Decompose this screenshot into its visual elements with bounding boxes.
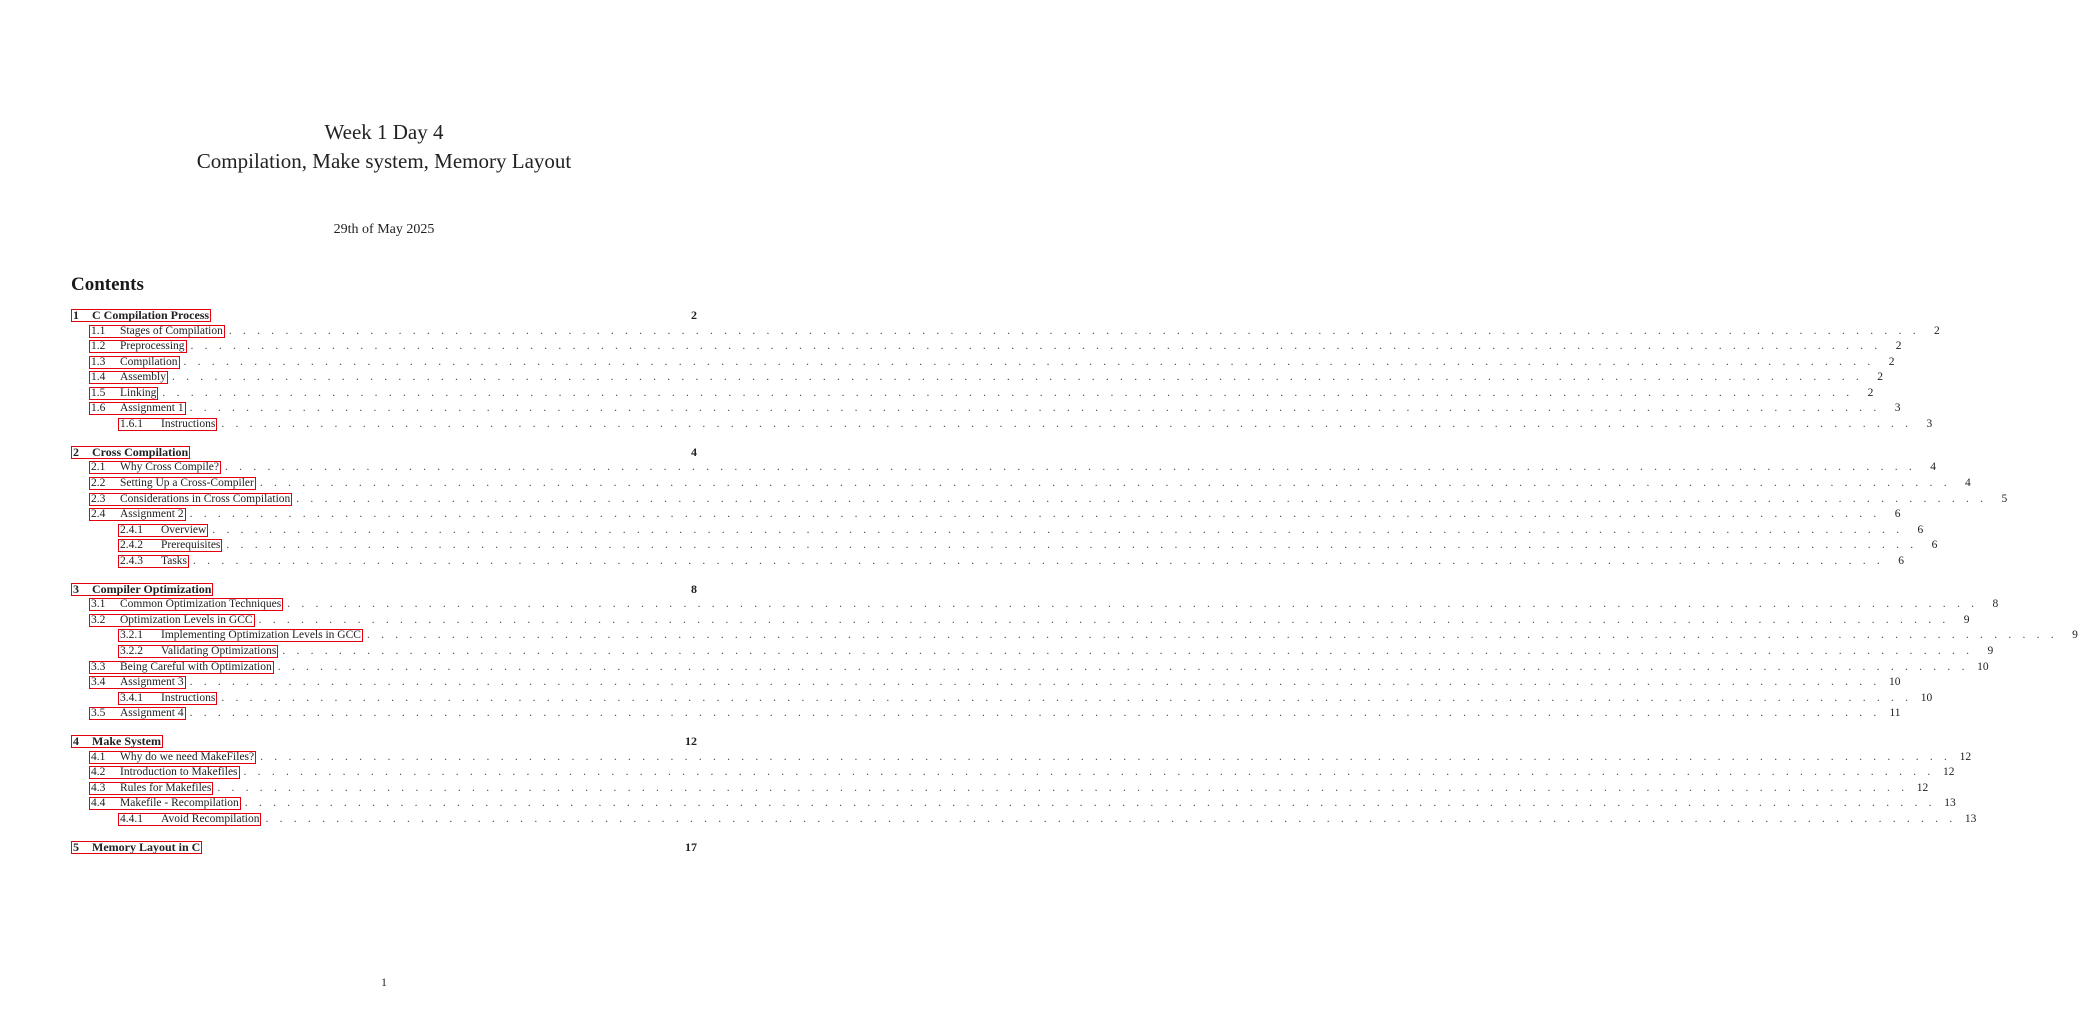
toc-section-row <box>71 308 697 323</box>
toc-number: 4.1 <box>91 751 106 763</box>
toc-page-number[interactable]: 10 <box>1920 692 1933 704</box>
toc-page-number[interactable]: 2 <box>1934 325 1940 337</box>
toc-page-number[interactable]: 10 <box>1889 676 1901 688</box>
toc-number: 4.2 <box>91 766 106 778</box>
toc-page-number[interactable]: 4 <box>691 445 697 459</box>
toc-section-row <box>71 840 697 855</box>
toc-link[interactable] <box>89 676 186 689</box>
toc-link[interactable] <box>71 735 163 748</box>
toc-dot-leader: . . . . . . . . . . . . . . . . . . . . . . . . . . . . . . . . . . . . . . . . . . . . . . . . . . . . . . . . . . . . . . . . . . . . . . . . . . . . . . . . . . . . . . . . . . . . . . . . . . . . . . . . . . . . . . . . . . . . . . . . <box>162 387 1854 399</box>
toc-title: Instructions <box>161 418 216 430</box>
toc-link[interactable] <box>89 508 186 521</box>
toc-subsection-row <box>89 401 1901 416</box>
toc-title: Why do we need MakeFiles? <box>120 751 255 763</box>
toc-link[interactable] <box>118 418 217 431</box>
toc-subsection-row <box>89 370 1883 385</box>
document-subtitle: Compilation, Make system, Memory Layout <box>196 149 572 173</box>
toc-number: 4.4.1 <box>120 813 143 825</box>
toc-title: Instructions <box>161 692 216 704</box>
toc-title: Compilation <box>120 356 178 368</box>
toc-number: 2.4.3 <box>120 555 143 567</box>
toc-subsection-row <box>89 613 1970 628</box>
toc-title: C Compilation Process <box>92 308 210 322</box>
toc-dot-leader: . . . . . . . . . . . . . . . . . . . . . . . . . . . . . . . . . . . . . . . . . . . . . . . . . . . . . . . . . . . . . . . . . . . . . . . . . . . . . . . . . . . . . . . . . . . . . . . . . . . . . . . . . . . . . . . . . . . . . . . . <box>244 797 1936 809</box>
toc-number: 4.3 <box>91 782 106 794</box>
toc-subsubsection-row <box>118 628 2078 643</box>
toc-link[interactable] <box>71 583 213 596</box>
toc-subsection-row <box>89 781 1929 796</box>
toc-link[interactable] <box>89 766 240 779</box>
toc-link[interactable] <box>89 707 186 720</box>
toc-dot-leader: . . . . . . . . . . . . . . . . . . . . . . . . . . . . . . . . . . . . . . . . . . . . . . . . . . . . . . . . . . . . . . . . . . . . . . . . . . . . . . . . . . . . . . . . . . . . . . . . . . . . . . . . . . . . . . . . . . . . . . . . <box>225 461 1916 473</box>
toc-title: Avoid Recompilation <box>161 813 260 825</box>
toc-dot-leader: . . . . . . . . . . . . . . . . . . . . . . . . . . . . . . . . . . . . . . . . . . . . . . . . . . . . . . . . . . . . . . . . . . . . . . . . . . . . . . . . . . . . . . . . . . . . . . . . . . . . . . . . . . . . . . . . . . . . . . . . <box>260 751 1952 763</box>
toc-page-number[interactable]: 2 <box>1877 371 1883 383</box>
toc-title: Considerations in Cross Compilation <box>120 493 291 505</box>
toc-dot-leader: . . . . . . . . . . . . . . . . . . . . . . . . . . . . . . . . . . . . . . . . . . . . . . . . . . . . . . . . . . . . . . . . . . . . . . . . . . . . . . . . . . . . . . . . . . . . . . . . . . . . . . . . . . . . . . . . . . . . . . . . <box>226 539 1918 551</box>
toc-number: 1.2 <box>91 340 106 352</box>
toc-page-number[interactable]: 17 <box>685 840 697 854</box>
toc-subsubsection-row <box>118 538 1938 553</box>
toc-page-number[interactable]: 9 <box>1963 614 1970 626</box>
toc-subsubsection-row <box>118 554 1904 569</box>
toc-link[interactable] <box>71 841 202 854</box>
toc-title: Common Optimization Techniques <box>120 598 282 610</box>
toc-section-row <box>71 734 697 749</box>
toc-number: 3.4 <box>91 676 106 688</box>
toc-link[interactable] <box>89 340 187 353</box>
toc-link[interactable] <box>118 692 217 705</box>
toc-number: 2.2 <box>91 477 106 489</box>
toc-number: 3.2.2 <box>120 645 143 657</box>
toc-title: Optimization Levels in GCC <box>120 614 253 626</box>
toc-dot-leader: . . . . . . . . . . . . . . . . . . . . . . . . . . . . . . . . . . . . . . . . . . . . . . . . . . . . . . . . . . . . . . . . . . . . . . . . . . . . . . . . . . . . . . . . . . . . . . . . . . . . . . . . . . . . . . . . . . . . . . . . <box>259 477 1951 489</box>
title-block <box>0 118 768 176</box>
toc-number: 3.2 <box>91 614 106 626</box>
toc-page-number[interactable]: 12 <box>685 734 697 748</box>
toc-title: Linking <box>120 387 157 399</box>
toc-page-number[interactable]: 2 <box>1888 356 1895 368</box>
toc-link[interactable] <box>89 325 225 338</box>
toc-number: 2.3 <box>91 493 106 505</box>
toc-subsection-row <box>89 597 1999 612</box>
toc-title: Setting Up a Cross-Compiler <box>120 477 254 489</box>
toc-page-number[interactable]: 13 <box>1964 813 1977 825</box>
toc-link[interactable] <box>89 751 256 764</box>
toc-link[interactable] <box>89 797 241 810</box>
toc-page-number[interactable]: 2 <box>1867 387 1874 399</box>
toc-subsection-row <box>89 750 1972 765</box>
toc-title: Being Careful with Optimization <box>120 661 272 673</box>
toc-page-number[interactable]: 10 <box>1977 661 1989 673</box>
toc-number: 1.4 <box>91 371 106 383</box>
toc-number: 2.4.2 <box>120 539 143 551</box>
toc-link[interactable] <box>89 782 213 795</box>
toc-number: 4.4 <box>91 797 106 809</box>
toc-dot-leader: . . . . . . . . . . . . . . . . . . . . . . . . . . . . . . . . . . . . . . . . . . . . . . . . . . . . . . . . . . . . . . . . . . . . . . . . . . . . . . . . . . . . . . . . . . . . . . . . . . . . . . . . . . . . . . . . . . . . . . . . <box>282 645 1974 657</box>
toc-subsection-row <box>89 492 2008 507</box>
toc-page-number[interactable]: 3 <box>1894 402 1901 414</box>
toc-title: Overview <box>161 524 207 536</box>
toc-dot-leader: . . . . . . . . . . . . . . . . . . . . . . . . . . . . . . . . . . . . . . . . . . . . . . . . . . . . . . . . . . . . . . . . . . . . . . . . . . . . . . . . . . . . . . . . . . . . . . . . . . . . . . . . . . . . . . . . . . . . . . . . <box>189 508 1881 520</box>
toc-number: 1.1 <box>91 325 106 337</box>
toc-link[interactable] <box>89 598 283 611</box>
toc-link[interactable] <box>89 387 158 400</box>
toc-subsection-row <box>89 460 1936 475</box>
toc-title: Validating Optimizations <box>161 645 277 657</box>
toc-dot-leader: . . . . . . . . . . . . . . . . . . . . . . . . . . . . . . . . . . . . . . . . . . . . . . . . . . . . . . . . . . . . . . . . . . . . . . . . . . . . . . . . . . . . . . . . . . . . . . . . . . . . . . . . . . . . . . . . . . . . . . . . <box>265 813 1957 825</box>
toc-title: Preprocessing <box>120 340 185 352</box>
toc-page-number[interactable]: 8 <box>691 582 697 596</box>
toc-subsection-row <box>89 765 1955 780</box>
toc-subsection-row <box>89 507 1901 522</box>
toc-title: Make System <box>92 734 161 748</box>
toc-link[interactable] <box>89 371 168 384</box>
toc-link[interactable] <box>89 402 186 415</box>
toc-dot-leader: . . . . . . . . . . . . . . . . . . . . . . . . . . . . . . . . . . . . . . . . . . . . . . . . . . . . . . . . . . . . . . . . . . . . . . . . . . . . . . . . . . . . . . . . . . . . . . . . . . . . . . . . . . . . . . . . . . . . . . . . <box>190 340 1882 352</box>
toc-link[interactable] <box>118 524 208 537</box>
document-date: 29th of May 2025 <box>333 222 435 237</box>
toc-number: 5 <box>73 840 79 854</box>
toc-page-number[interactable]: 12 <box>1916 782 1929 794</box>
toc-dot-leader: . . . . . . . . . . . . . . . . . . . . . . . . . . . . . . . . . . . . . . . . . . . . . . . . . . . . . . . . . . . . . . . . . . . . . . . . . . . . . . . . . . . . . . . . . . . . . . . . . . . . . . . . . . . . . . . . . . . . . . . . <box>172 371 1863 383</box>
toc-title: Makefile - Recompilation <box>120 797 239 809</box>
toc-page-number[interactable]: 4 <box>1965 477 1971 489</box>
toc-number: 3.5 <box>91 707 106 719</box>
toc-link[interactable] <box>89 493 292 506</box>
toc-page-number[interactable]: 5 <box>2001 493 2008 505</box>
toc-page-number[interactable]: 9 <box>1987 645 1994 657</box>
toc-link[interactable] <box>118 645 278 658</box>
toc-title: Assignment 3 <box>120 676 184 688</box>
toc-title: Why Cross Compile? <box>120 461 220 473</box>
document-title: Week 1 Day 4 <box>324 120 444 144</box>
toc-title: Assignment 4 <box>120 707 184 719</box>
toc-subsection-row <box>89 796 1956 811</box>
toc-link[interactable] <box>118 629 363 642</box>
toc-link[interactable] <box>118 555 189 568</box>
toc-page-number[interactable]: 8 <box>1992 598 1999 610</box>
toc-subsubsection-row <box>118 417 1933 432</box>
toc-dot-leader: . . . . . . . . . . . . . . . . . . . . . . . . . . . . . . . . . . . . . . . . . . . . . . . . . . . . . . . . . . . . . . . . . . . . . . . . . . . . . . . . . . . . . . . . . . . . . . . . . . . . . . . . . . . . . . . . . . . . . . . . <box>221 692 1913 704</box>
toc-dot-leader: . . . . . . . . . . . . . . . . . . . . . . . . . . . . . . . . . . . . . . . . . . . . . . . . . . . . . . . . . . . . . . . . . . . . . . . . . . . . . . . . . . . . . . . . . . . . . . . . . . . . . . . . . . . . . . . . . . . . . . . . <box>366 629 2058 641</box>
toc-dot-leader: . . . . . . . . . . . . . . . . . . . . . . . . . . . . . . . . . . . . . . . . . . . . . . . . . . . . . . . . . . . . . . . . . . . . . . . . . . . . . . . . . . . . . . . . . . . . . . . . . . . . . . . . . . . . . . . . . . . . . . . . <box>189 402 1881 414</box>
toc-subsection-row <box>89 675 1901 690</box>
toc-title: Assignment 2 <box>120 508 184 520</box>
toc-number: 3 <box>73 582 79 596</box>
toc-dot-leader: . . . . . . . . . . . . . . . . . . . . . . . . . . . . . . . . . . . . . . . . . . . . . . . . . . . . . . . . . . . . . . . . . . . . . . . . . . . . . . . . . . . . . . . . . . . . . . . . . . . . . . . . . . . . . . . . . . . . . . . . <box>189 676 1881 688</box>
toc-page-number[interactable]: 3 <box>1926 418 1933 430</box>
toc-page-number[interactable]: 4 <box>1930 461 1936 473</box>
toc-subsection-row <box>89 386 1874 401</box>
toc-link[interactable] <box>89 461 221 474</box>
toc-page-number[interactable]: 6 <box>1898 555 1904 567</box>
toc-link[interactable] <box>71 446 190 459</box>
toc-number: 2.4.1 <box>120 524 143 536</box>
toc-number: 1.5 <box>91 387 106 399</box>
toc-subsection-row <box>89 706 1901 721</box>
toc-subsection-row <box>89 324 1940 339</box>
toc-dot-leader: . . . . . . . . . . . . . . . . . . . . . . . . . . . . . . . . . . . . . . . . . . . . . . . . . . . . . . . . . . . . . . . . . . . . . . . . . . . . . . . . . . . . . . . . . . . . . . . . . . . . . . . . . . . . . . . . . . . . . . . . <box>183 356 1875 368</box>
toc-page-number[interactable]: 6 <box>1894 508 1901 520</box>
toc-subsubsection-row <box>118 523 1924 538</box>
toc-link[interactable] <box>89 356 180 369</box>
toc-page-number[interactable]: 2 <box>691 308 697 322</box>
toc-link[interactable] <box>71 309 211 322</box>
toc-number: 3.2.1 <box>120 629 143 641</box>
toc-title: Stages of Compilation <box>120 325 223 337</box>
toc-link[interactable] <box>89 614 255 627</box>
toc-page-number[interactable]: 6 <box>1917 524 1924 536</box>
toc-dot-leader: . . . . . . . . . . . . . . . . . . . . . . . . . . . . . . . . . . . . . . . . . . . . . . . . . . . . . . . . . . . . . . . . . . . . . . . . . . . . . . . . . . . . . . . . . . . . . . . . . . . . . . . . . . . . . . . . . . . . . . . . <box>228 325 1920 337</box>
toc-dot-leader: . . . . . . . . . . . . . . . . . . . . . . . . . . . . . . . . . . . . . . . . . . . . . . . . . . . . . . . . . . . . . . . . . . . . . . . . . . . . . . . . . . . . . . . . . . . . . . . . . . . . . . . . . . . . . . . . . . . . . . . . <box>212 524 1904 536</box>
toc-dot-leader: . . . . . . . . . . . . . . . . . . . . . . . . . . . . . . . . . . . . . . . . . . . . . . . . . . . . . . . . . . . . . . . . . . . . . . . . . . . . . . . . . . . . . . . . . . . . . . . . . . . . . . . . . . . . . . . . . . . . . . . . <box>287 598 1979 610</box>
toc-number: 4 <box>73 734 79 748</box>
toc-number: 2.1 <box>91 461 106 473</box>
toc-title: Implementing Optimization Levels in GCC <box>161 629 361 641</box>
toc-subsection-row <box>89 355 1895 370</box>
toc-title: Memory Layout in C <box>92 840 201 854</box>
toc-number: 3.3 <box>91 661 106 673</box>
toc-number: 1.6 <box>91 402 106 414</box>
toc-subsubsection-row <box>118 812 1977 827</box>
toc-page-number[interactable]: 2 <box>1895 340 1902 352</box>
toc-number: 2 <box>73 445 79 459</box>
toc-subsection-row <box>89 339 1902 354</box>
toc-number: 3.4.1 <box>120 692 143 704</box>
toc-section-row <box>71 445 697 460</box>
toc-dot-leader: . . . . . . . . . . . . . . . . . . . . . . . . . . . . . . . . . . . . . . . . . . . . . . . . . . . . . . . . . . . . . . . . . . . . . . . . . . . . . . . . . . . . . . . . . . . . . . . . . . . . . . . . . . . . . . . . . . . . . . . . <box>258 614 1950 626</box>
toc-link[interactable] <box>89 477 256 490</box>
toc-page-number[interactable]: 13 <box>1944 797 1956 809</box>
toc-number: 1 <box>73 308 79 322</box>
toc-title: Prerequisites <box>161 539 221 551</box>
toc-title: Assembly <box>120 371 166 383</box>
page-number: 1 <box>381 977 387 989</box>
toc-page-number[interactable]: 6 <box>1931 539 1938 551</box>
toc-title: Cross Compilation <box>92 445 189 459</box>
toc-dot-leader: . . . . . . . . . . . . . . . . . . . . . . . . . . . . . . . . . . . . . . . . . . . . . . . . . . . . . . . . . . . . . . . . . . . . . . . . . . . . . . . . . . . . . . . . . . . . . . . . . . . . . . . . . . . . . . . . . . . . . . . . <box>221 418 1913 430</box>
toc-number: 3.1 <box>91 598 106 610</box>
toc-subsection-row <box>89 660 1989 675</box>
toc-link[interactable] <box>89 661 274 674</box>
toc-subsection-row <box>89 476 1971 491</box>
toc-title: Rules for Makefiles <box>120 782 212 794</box>
toc-dot-leader: . . . . . . . . . . . . . . . . . . . . . . . . . . . . . . . . . . . . . . . . . . . . . . . . . . . . . . . . . . . . . . . . . . . . . . . . . . . . . . . . . . . . . . . . . . . . . . . . . . . . . . . . . . . . . . . . . . . . . . . . <box>296 493 1988 505</box>
toc-link[interactable] <box>118 539 222 552</box>
toc-page-number[interactable]: 11 <box>1889 707 1901 719</box>
toc-dot-leader: . . . . . . . . . . . . . . . . . . . . . . . . . . . . . . . . . . . . . . . . . . . . . . . . . . . . . . . . . . . . . . . . . . . . . . . . . . . . . . . . . . . . . . . . . . . . . . . . . . . . . . . . . . . . . . . . . . . . . . . . <box>277 661 1969 673</box>
toc-title: Tasks <box>161 555 188 567</box>
toc-subsubsection-row <box>118 644 1994 659</box>
toc-number: 1.3 <box>91 356 106 368</box>
toc-link[interactable] <box>118 813 261 826</box>
toc-section-row <box>71 582 697 597</box>
toc-dot-leader: . . . . . . . . . . . . . . . . . . . . . . . . . . . . . . . . . . . . . . . . . . . . . . . . . . . . . . . . . . . . . . . . . . . . . . . . . . . . . . . . . . . . . . . . . . . . . . . . . . . . . . . . . . . . . . . . . . . . . . . . <box>189 707 1881 719</box>
toc-title: Compiler Optimization <box>92 582 212 596</box>
toc-page-number[interactable]: 9 <box>2072 629 2078 641</box>
toc-page-number[interactable]: 12 <box>1959 751 1972 763</box>
toc-title: Assignment 1 <box>120 402 184 414</box>
contents-heading: Contents <box>71 274 144 295</box>
toc-dot-leader: . . . . . . . . . . . . . . . . . . . . . . . . . . . . . . . . . . . . . . . . . . . . . . . . . . . . . . . . . . . . . . . . . . . . . . . . . . . . . . . . . . . . . . . . . . . . . . . . . . . . . . . . . . . . . . . . . . . . . . . . <box>193 555 1884 567</box>
toc-number: 1.6.1 <box>120 418 143 430</box>
toc-number: 2.4 <box>91 508 106 520</box>
toc-dot-leader: . . . . . . . . . . . . . . . . . . . . . . . . . . . . . . . . . . . . . . . . . . . . . . . . . . . . . . . . . . . . . . . . . . . . . . . . . . . . . . . . . . . . . . . . . . . . . . . . . . . . . . . . . . . . . . . . . . . . . . . . <box>217 782 1909 794</box>
toc-subsubsection-row <box>118 691 1933 706</box>
toc-dot-leader: . . . . . . . . . . . . . . . . . . . . . . . . . . . . . . . . . . . . . . . . . . . . . . . . . . . . . . . . . . . . . . . . . . . . . . . . . . . . . . . . . . . . . . . . . . . . . . . . . . . . . . . . . . . . . . . . . . . . . . . . <box>243 766 1935 778</box>
toc-page-number[interactable]: 12 <box>1942 766 1955 778</box>
toc-title: Introduction to Makefiles <box>120 766 238 778</box>
